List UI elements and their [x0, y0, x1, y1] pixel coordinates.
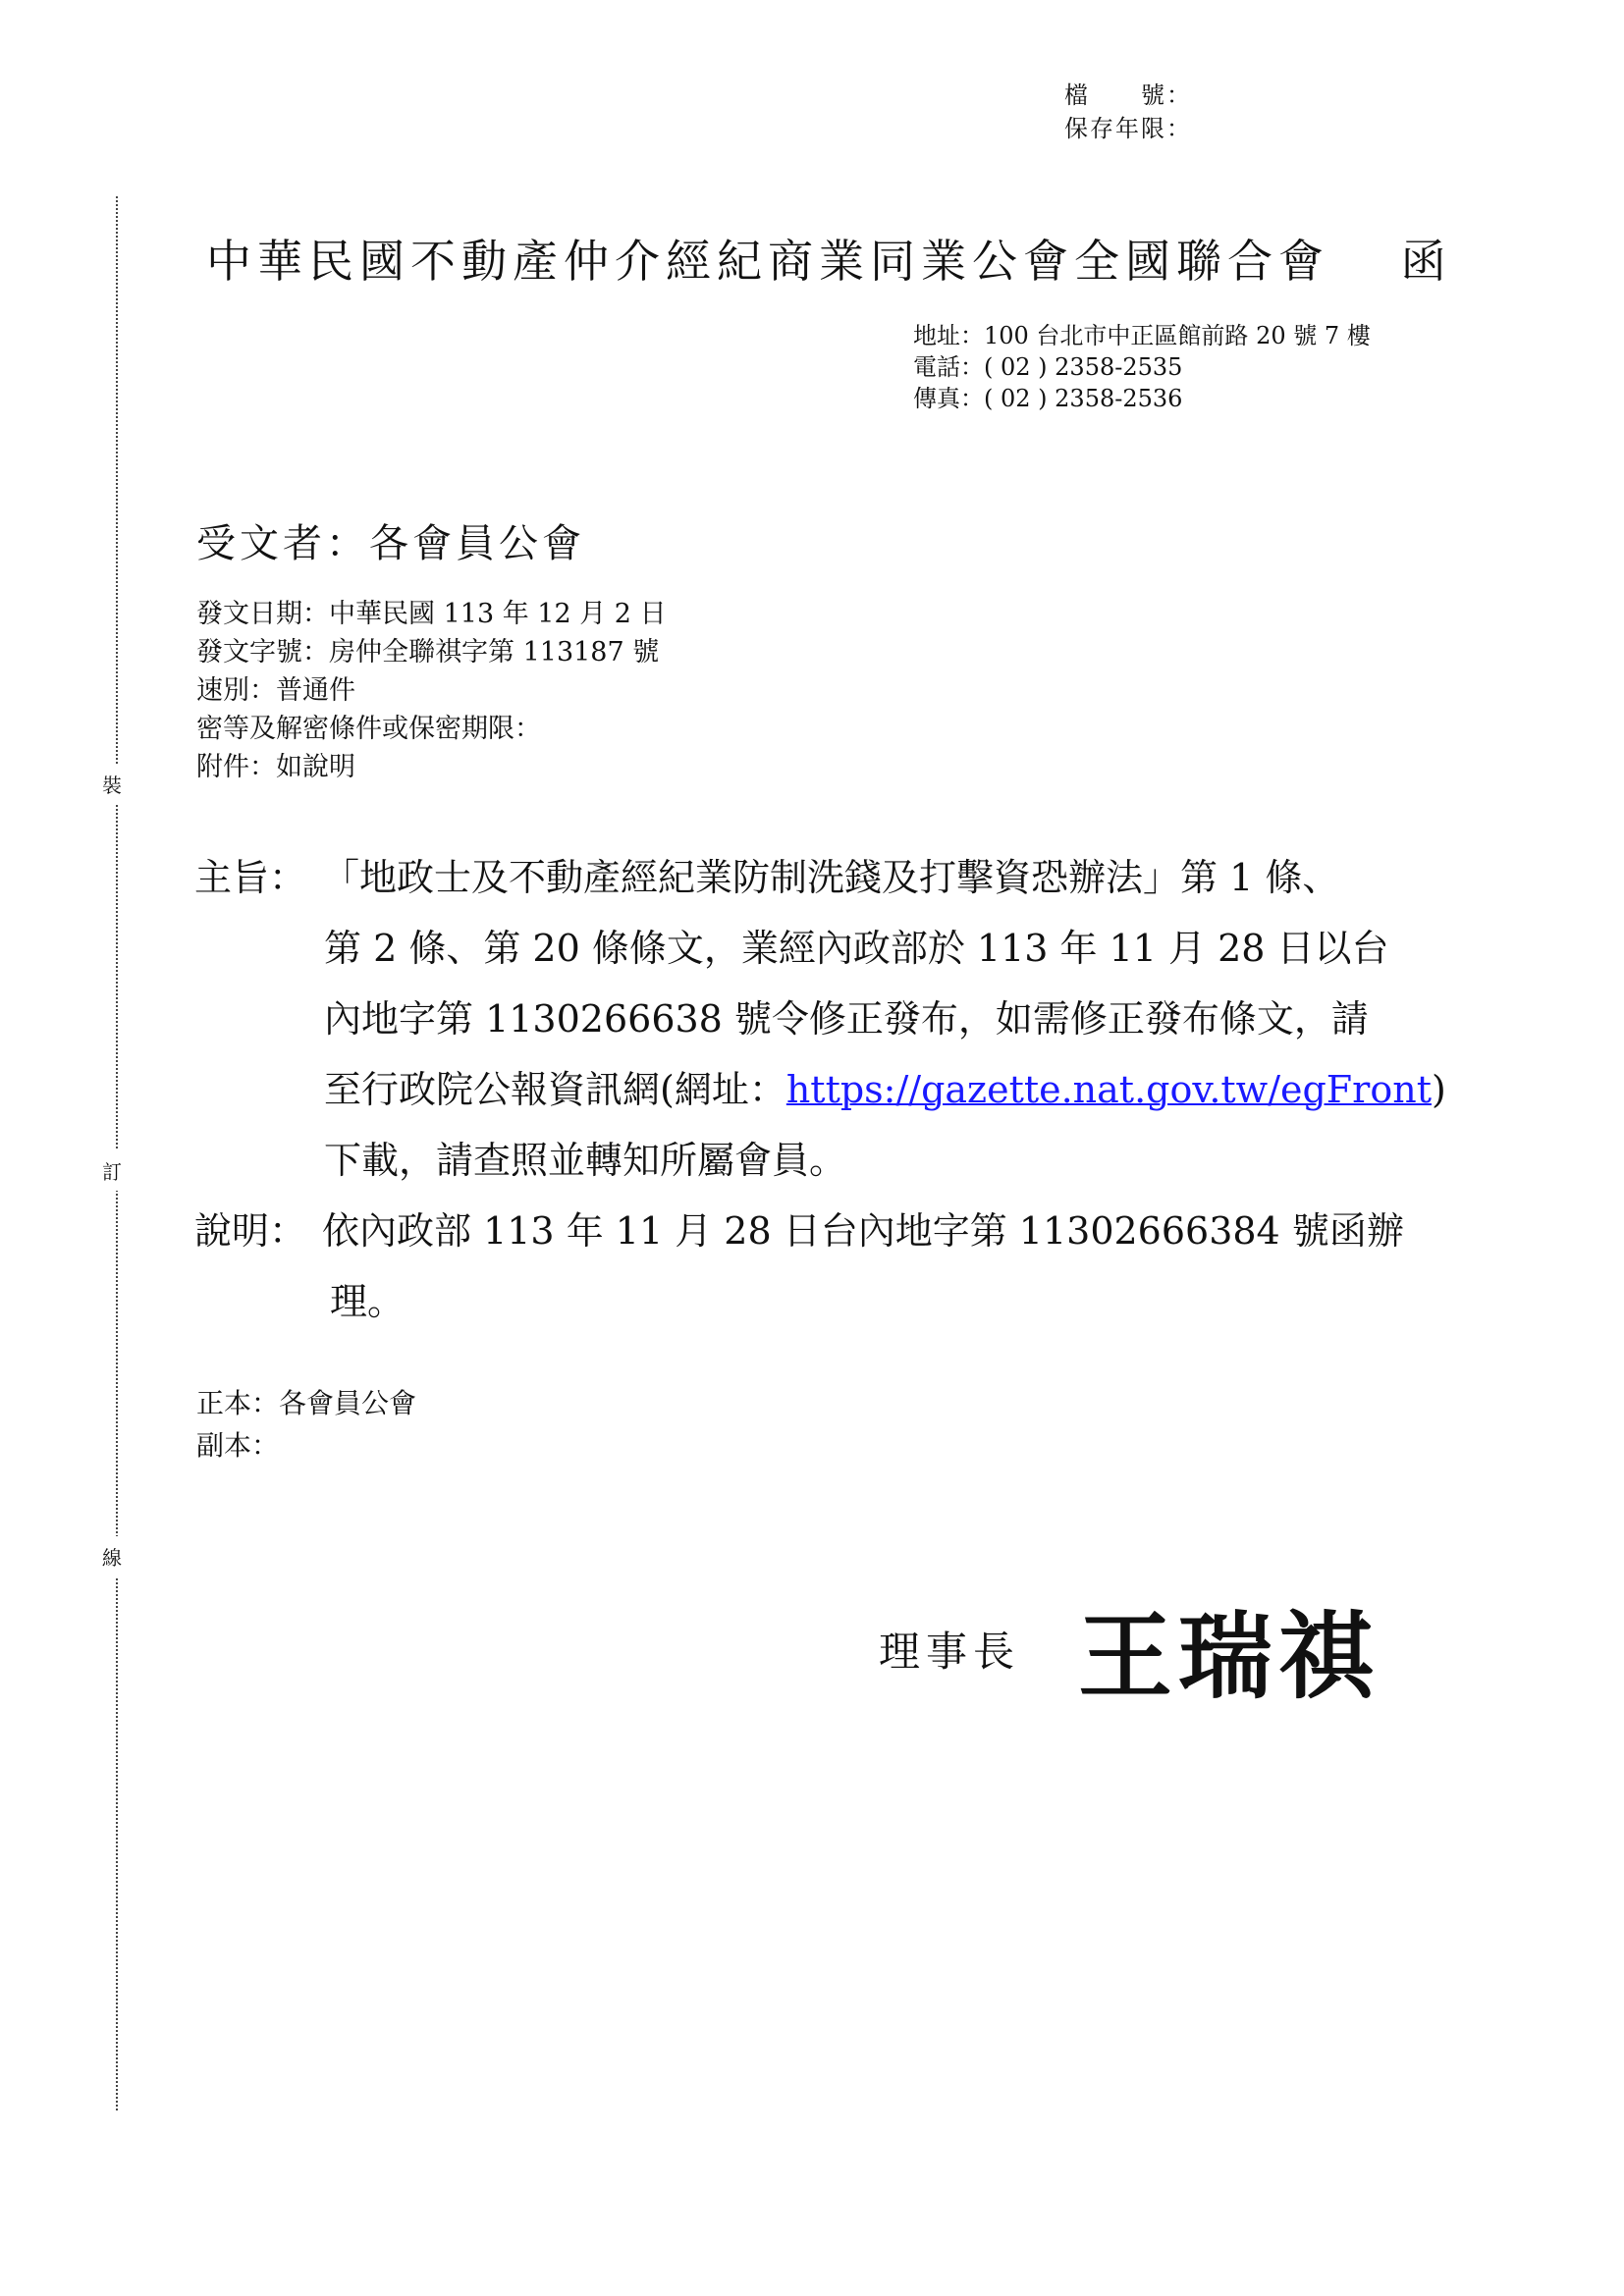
explanation-line: 依內政部 113 年 11 月 28 日台內地字第 11302666384 號函辦 [322, 1209, 1404, 1253]
contact-block [913, 320, 1371, 414]
subject-line: 「地政士及不動產經紀業防制洗錢及打擊資恐辦法」第 1 條、 [322, 856, 1340, 899]
address: 地址：100 台北市中正區館前路 20 號 7 樓 [913, 322, 1371, 349]
subject-line [194, 1054, 1446, 1125]
chairman-title: 理事長 [879, 1628, 1021, 1676]
phone: 電話：( 02 ) 2358-2535 [913, 353, 1183, 381]
organization-title: 中華民國不動產仲介經紀商業同業公會全國聯合會 函 [206, 235, 1452, 288]
attachment: 附件：如說明 [196, 752, 355, 782]
retention-period: 保存年限： [1064, 115, 1192, 142]
delivery-speed: 速別：普通件 [196, 675, 355, 706]
issue-date: 發文日期：中華民國 113 年 12 月 2 日 [196, 599, 667, 629]
explanation-label: 說明： [194, 1209, 307, 1253]
binding-mark-ding: 訂 [102, 1150, 122, 1191]
explanation-line: 理。 [330, 1280, 406, 1323]
copy-recipients: 副本： [196, 1429, 280, 1462]
copies-block [196, 1382, 416, 1467]
subject-paragraph [194, 842, 1446, 1196]
archive-info [1064, 79, 1192, 145]
explanation-paragraph [194, 1196, 1446, 1337]
file-number: 檔 號： [1064, 81, 1192, 109]
document-meta [196, 595, 667, 786]
document-body [194, 842, 1446, 1337]
recipient: 受文者：各會員公會 [196, 521, 585, 566]
binding-mark-zhuang: 裝 [102, 764, 122, 804]
fax: 傳真：( 02 ) 2358-2536 [913, 385, 1183, 412]
gazette-link[interactable]: https://gazette.nat.gov.tw/egFront [785, 1068, 1432, 1111]
chairman-signature: 王瑞祺 [1078, 1602, 1379, 1712]
original-recipients: 正本：各會員公會 [196, 1387, 417, 1419]
secrecy-level: 密等及解密條件或保密期限： [196, 714, 541, 744]
subject-line: 下載，請查照並轉知所屬會員。 [324, 1139, 847, 1182]
document-number: 發文字號：房仲全聯祺字第 113187 號 [196, 637, 660, 667]
binding-mark-xian: 線 [102, 1536, 122, 1576]
subject-label: 主旨： [194, 856, 307, 899]
subject-line: 內地字第 1130266638 號令修正發布，如需修正發布條文，請 [324, 997, 1369, 1041]
subject-line: 第 2 條、第 20 條條文，業經內政部於 113 年 11 月 28 日以台 [324, 927, 1389, 970]
subject-line-text: ) [1431, 1068, 1446, 1111]
subject-line-text: 至行政院公報資訊網(網址： [324, 1068, 786, 1111]
